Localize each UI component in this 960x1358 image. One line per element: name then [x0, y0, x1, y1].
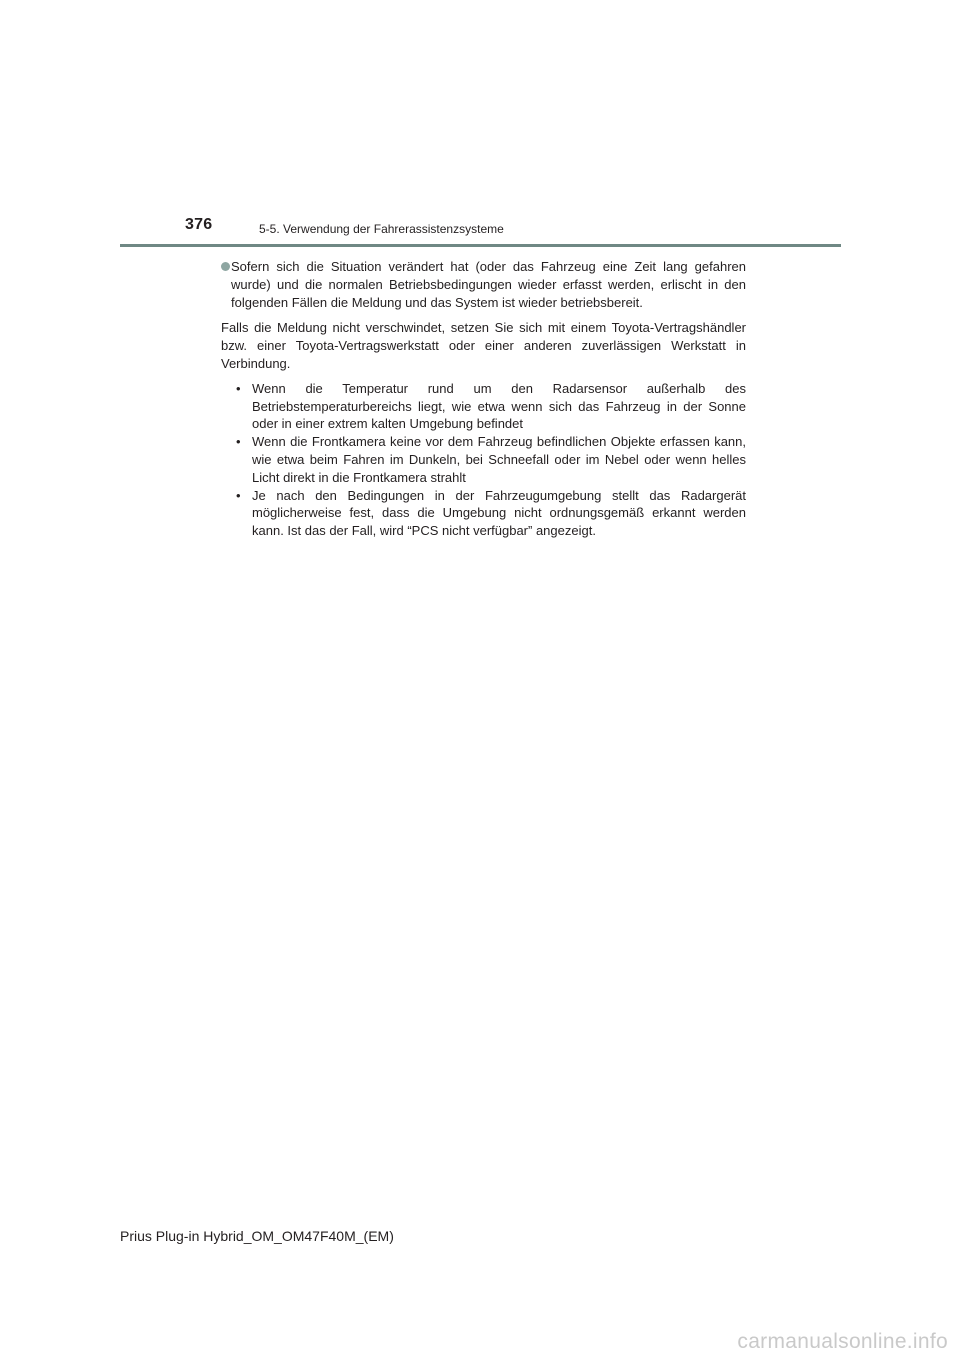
list-item — [236, 380, 746, 433]
list-item-text: Wenn die Temperatur rund um den Radarsensor außerhalb des Betriebstemperaturbereichs liegt, wie etwa wenn sich das Fahrzeug in der Sonne oder in einer extrem kalten Umgebung befindet — [252, 380, 746, 432]
list-item-text: Wenn die Frontkamera keine vor dem Fahrzeug befindlichen Objekte erfassen kann, wie etwa beim Fahren im Dunkeln, bei Schneefall oder im Nebel oder wenn helles Licht direkt in die Frontkamera strahlt — [252, 434, 746, 485]
list-item — [236, 487, 746, 540]
list-bullet: • — [236, 380, 241, 396]
bullet-text: Sofern sich die Situation verändert hat (oder das Fahrzeug eine Zeit lang gefahren wurde) und die normalen Betriebsbedingungen wieder erfasst werden, erlischt in den folgenden Fällen die Meldung und das System ist wieder betriebsbereit. — [231, 259, 746, 310]
bullet-item — [221, 258, 746, 311]
list-item-text: Je nach den Bedingungen in der Fahrzeugumgebung stellt das Radargerät möglicherweise fest, dass die Umgebung nicht ordnungsgemäß erkannt werden kann. Ist das der Fall, wird “PCS nicht verfügbar” angezeigt. — [252, 487, 746, 539]
footer-text: Prius Plug-in Hybrid_OM_OM47F40M_(EM) — [120, 1228, 394, 1244]
section-title: 5-5. Verwendung der Fahrerassistenzsysteme — [259, 222, 504, 236]
info-paragraph: Falls die Meldung nicht verschwindet, setzen Sie sich mit einem Toyota-Vertragshändler bzw. einer Toyota-Vertragswerkstatt oder einer anderen zuverlässigen Werkstatt in Verbindung. — [221, 320, 746, 371]
condition-list — [221, 380, 746, 540]
list-item — [236, 433, 746, 486]
list-bullet: • — [236, 434, 241, 450]
header-rule — [120, 244, 841, 247]
page-content — [221, 258, 746, 540]
page-number: 376 — [185, 216, 213, 233]
watermark: carmanualsonline.info — [737, 1330, 948, 1353]
list-bullet: • — [236, 487, 241, 503]
circle-bullet-icon — [221, 262, 230, 271]
